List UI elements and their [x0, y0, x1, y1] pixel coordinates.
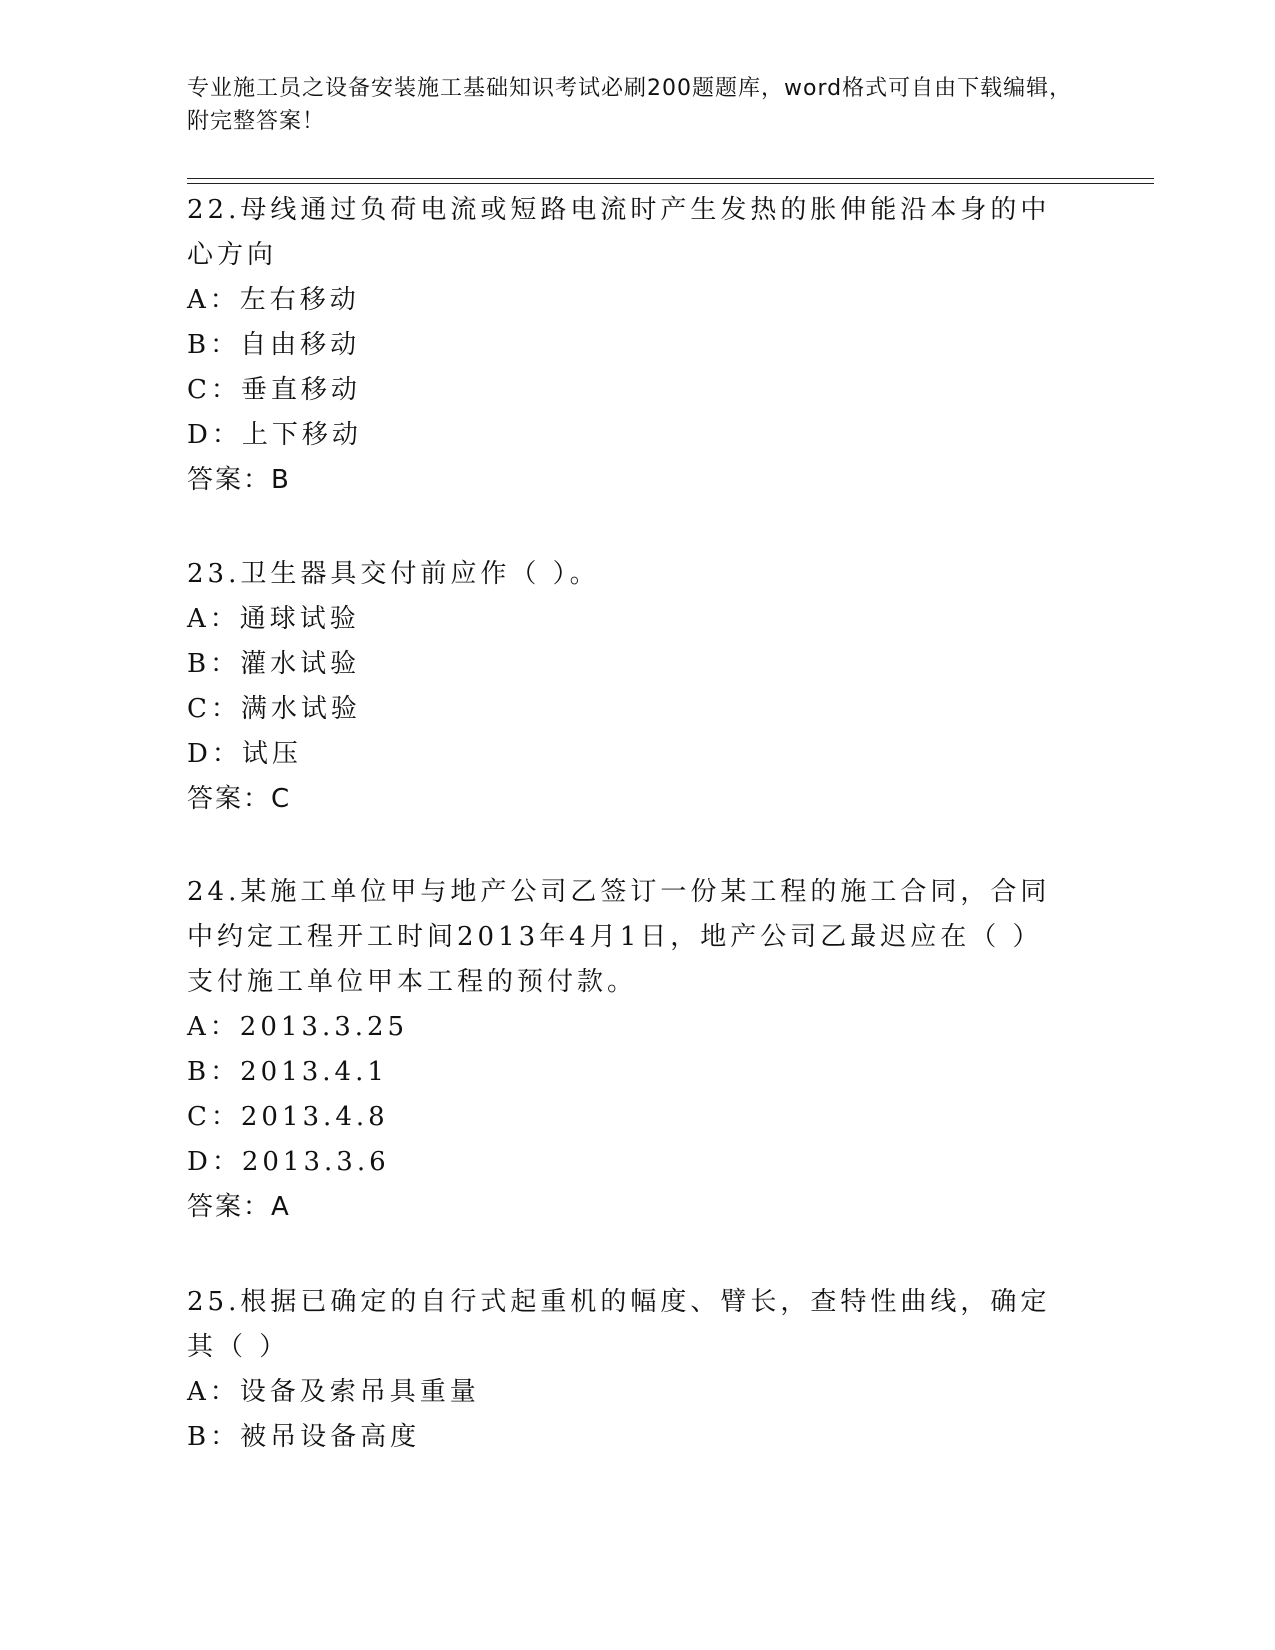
- option-c: C：2013.4.8: [187, 1102, 389, 1132]
- option-a: A：2013.3.25: [187, 1012, 409, 1042]
- answer: 答案：A: [187, 1192, 291, 1222]
- question-25: [187, 1280, 1067, 1460]
- question-24: [187, 870, 1067, 1230]
- question-stem: 22.母线通过负荷电流或短路电流时产生发热的胀伸能沿本身的中心方向: [187, 195, 1051, 270]
- header-divider-bottom: [187, 183, 1154, 184]
- answer: 答案：B: [187, 465, 291, 495]
- option-a: A：设备及索吊具重量: [187, 1377, 480, 1407]
- question-stem: 23.卫生器具交付前应作（ ）。: [187, 559, 600, 589]
- document-header: 专业施工员之设备安装施工基础知识考试必刷200题题库，word格式可自由下载编辑，附完整答案！: [187, 76, 1073, 134]
- header-divider-top: [187, 178, 1154, 179]
- option-b: B：2013.4.1: [187, 1057, 388, 1087]
- option-b: B：被吊设备高度: [187, 1422, 421, 1452]
- answer: 答案：C: [187, 784, 292, 814]
- option-a: A：通球试验: [187, 604, 360, 634]
- option-b: B：自由移动: [187, 330, 361, 360]
- option-c: C：垂直移动: [187, 375, 361, 405]
- question-stem: 24.某施工单位甲与地产公司乙签订一份某工程的施工合同，合同中约定工程开工时间2013年4月1日，地产公司乙最迟应在（ ）支付施工单位甲本工程的预付款。: [187, 877, 1051, 997]
- option-d: D：上下移动: [187, 420, 362, 450]
- option-b: B：灌水试验: [187, 649, 361, 679]
- option-c: C：满水试验: [187, 694, 361, 724]
- option-d: D：试压: [187, 739, 302, 769]
- question-stem: 25.根据已确定的自行式起重机的幅度、臂长，查特性曲线，确定其（ ）: [187, 1287, 1051, 1362]
- option-d: D：2013.3.6: [187, 1147, 390, 1177]
- question-22: [187, 188, 1067, 503]
- option-a: A：左右移动: [187, 285, 360, 315]
- question-23: [187, 552, 1067, 822]
